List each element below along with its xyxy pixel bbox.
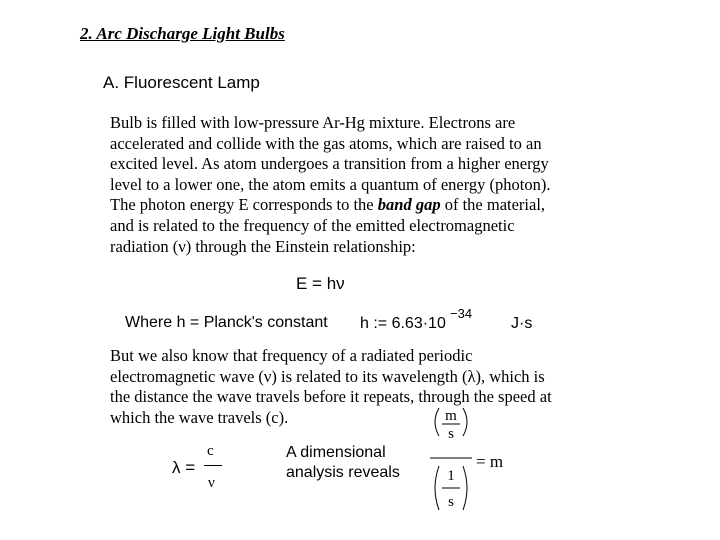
bottom-denominator: s — [448, 494, 454, 510]
planck-unit: J·s — [511, 315, 533, 332]
dimensional-label-line: A dimensional — [286, 444, 386, 461]
dimensional-label-line: analysis reveals — [286, 464, 400, 481]
paragraph-line — [110, 195, 610, 216]
right-paren-top — [463, 408, 467, 436]
paragraph-line: electromagnetic wave (ν) is related to its wavelength (λ), which is — [110, 366, 545, 386]
paragraph-line: level to a lower one, the atom emits a quantum of energy (photon). — [110, 174, 551, 194]
paragraph-wavelength — [110, 346, 610, 428]
fraction-bar — [204, 465, 222, 466]
paragraph-line: accelerated and collide with the gas atoms, which are raised to an — [110, 133, 542, 153]
planck-label: Where h = Planck's constant — [125, 314, 328, 331]
paragraph-line: Bulb is filled with low-pressure Ar-Hg mixture. Electrons are — [110, 113, 516, 132]
page-title: 2. Arc Discharge Light Bulbs — [80, 24, 285, 43]
einstein-equation: E = hν — [296, 274, 345, 293]
lambda-equation-lhs: λ = — [172, 458, 196, 477]
paragraph-photon-energy — [110, 113, 610, 257]
dimensional-fraction — [420, 400, 480, 515]
lambda-numerator: c — [207, 443, 214, 459]
paragraph-line-end: of the material, — [440, 195, 546, 215]
paragraph-line: the distance the wave travels before it repeats, through the speed at — [110, 387, 552, 407]
left-paren-top — [435, 408, 439, 436]
top-denominator: s — [448, 426, 454, 442]
dimensional-analysis-label — [286, 443, 400, 483]
bottom-numerator: 1 — [447, 468, 455, 484]
band-gap-term: band gap — [377, 195, 441, 215]
top-numerator: m — [445, 408, 457, 424]
planck-exponent: −34 — [450, 306, 473, 321]
paragraph-line: radiation (ν) through the Einstein relationship: — [110, 236, 416, 256]
paragraph-line: and is related to the frequency of the emitted electromagnetic — [110, 215, 515, 235]
paragraph-line: But we also know that frequency of a radiated periodic — [110, 346, 473, 365]
right-paren-bottom — [463, 466, 467, 510]
planck-equation: h := 6.63·10 — [360, 315, 446, 332]
section-subheading: A. Fluorescent Lamp — [103, 73, 260, 92]
left-paren-bottom — [435, 466, 439, 510]
lambda-denominator: ν — [208, 475, 215, 491]
dimensional-result: = m — [476, 452, 504, 471]
paragraph-line: which the wave travels (c). — [110, 407, 289, 427]
paragraph-line-start: The photon energy E corresponds to the — [110, 195, 378, 215]
paragraph-line: excited level. As atom undergoes a transition from a higher energy — [110, 154, 549, 174]
